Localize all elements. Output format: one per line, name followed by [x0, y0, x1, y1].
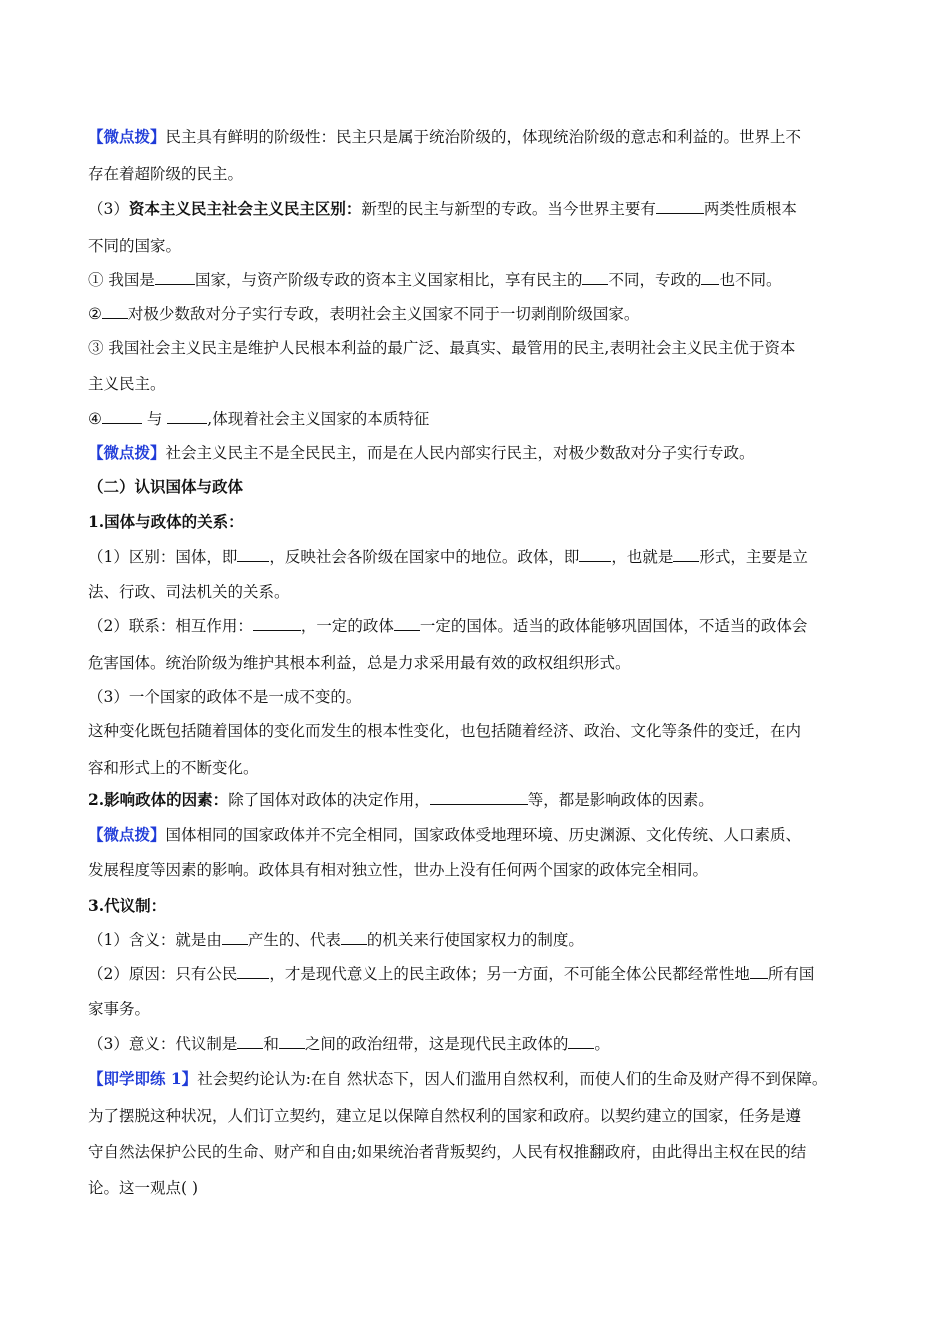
section-heading: （二）认识国体与政体 — [88, 477, 244, 496]
fill-blank — [253, 615, 301, 631]
text-line: 不同的国家。 — [88, 237, 182, 255]
fill-blank — [237, 963, 269, 979]
definition-line — [88, 929, 878, 951]
text-line: （3）一个国家的政体不是一成不变的。 — [88, 688, 362, 706]
fill-blank — [167, 408, 207, 424]
text: （1）区别：国体，即 — [88, 548, 238, 566]
subsection-heading: 1.国体与政体的关系： — [88, 512, 244, 531]
difference-line — [88, 546, 878, 568]
text: 也不同。 — [719, 271, 782, 289]
text: 。 — [594, 1035, 610, 1053]
tip-paragraph-3 — [88, 824, 878, 846]
text: 形式，主要是立 — [699, 548, 808, 566]
tip-label: 【微点拨】 — [88, 443, 166, 462]
subsection-heading: 2.影响政体的因素： — [88, 790, 229, 809]
text: 两类性质根本 — [703, 200, 797, 218]
fill-blank — [237, 546, 269, 562]
text: 与 — [146, 410, 163, 428]
text: 之间的政治纽带，这是现代民主政体的 — [304, 1035, 569, 1053]
text: （3） — [88, 200, 129, 218]
text-line: 法、行政、司法机关的关系。 — [88, 583, 290, 601]
text: ④ — [88, 410, 102, 428]
text: （2）联系：相互作用： — [88, 617, 253, 635]
text: 不同，专政的 — [608, 271, 702, 289]
reason-line — [88, 963, 878, 985]
fill-blank — [701, 269, 719, 285]
fill-blank — [341, 929, 367, 945]
text-line: 主义民主。 — [88, 375, 166, 393]
text: 等，都是影响政体的因素。 — [527, 791, 714, 809]
text: 和 — [263, 1035, 279, 1053]
text-line: 守自然法保护公民的生命、财产和自由;如果统治者背叛契约，人民有权推翻政府，由此得出主权在民的结 — [88, 1143, 807, 1161]
text: ，也就是 — [611, 548, 674, 566]
fill-blank — [237, 1033, 263, 1049]
text-line: 论。这一观点( ) — [88, 1179, 199, 1197]
text: ① 我国是 — [88, 271, 155, 289]
tip-paragraph-1 — [88, 126, 878, 148]
fill-blank — [750, 963, 768, 979]
fill-blank — [279, 1033, 305, 1049]
text-line: 容和形式上的不断变化。 — [88, 759, 259, 777]
point-1-line — [88, 269, 878, 291]
fill-blank — [673, 546, 699, 562]
text: ，才是现代意义上的民主政体；另一方面，不可能全体公民都经常性地 — [269, 965, 750, 983]
point-2-line — [88, 303, 878, 325]
section-3-line — [88, 198, 878, 220]
text: 国家，与资产阶级专政的资本主义国家相比，享有民主的 — [194, 271, 583, 289]
fill-blank — [568, 1033, 594, 1049]
text: （2）原因：只有公民 — [88, 965, 238, 983]
factors-line — [88, 789, 878, 811]
text: 对极少数敌对分子实行专政，表明社会主义国家不同于一切剥削阶级国家。 — [127, 305, 640, 323]
section-heading: 资本主义民主社会主义民主区别： — [128, 199, 362, 218]
text: （3）意义：代议制是 — [88, 1035, 238, 1053]
text: （1）含义：就是由 — [88, 931, 222, 949]
text-line: 为了摆脱这种状况，人们订立契约，建立足以保障自然权利的国家和政府。以契约建立的国家，任务是遵 — [88, 1107, 802, 1125]
fill-blank — [394, 615, 420, 631]
text: 社会契约论认为:在自 然状态下，因人们滥用自然权利，而使人们的生命及财产得不到保障。 — [197, 1070, 828, 1088]
point-4-line — [88, 408, 878, 430]
text-line: 这种变化既包括随着国体的变化而发生的根本性变化，也包括随着经济、政治、文化等条件的变迁，在内 — [88, 722, 802, 740]
tip-label: 【微点拨】 — [88, 127, 166, 146]
fill-blank — [582, 269, 608, 285]
text: 民主具有鲜明的阶级性：民主只是属于统治阶级的，体现统治阶级的意志和利益的。世界上不 — [165, 128, 802, 146]
text-line: 危害国体。统治阶级为维护其根本利益，总是力求采用最有效的政权组织形式。 — [88, 654, 631, 672]
text: ,体现着社会主义国家的本质特征 — [207, 410, 430, 428]
fill-blank — [222, 929, 248, 945]
text-line: 发展程度等因素的影响。政体具有相对独立性，世办上没有任何两个国家的政体完全相同。 — [88, 861, 709, 879]
text: 社会主义民主不是全民民主，而是在人民内部实行民主，对极少数敌对分子实行专政。 — [165, 444, 755, 462]
text: 国体相同的国家政体并不完全相同，国家政体受地理环境、历史渊源、文化传统、人口素质、 — [165, 826, 802, 844]
text-line: ③ 我国社会主义民主是维护人民根本利益的最广泛、最真实、最管用的民主,表明社会主义民主优于资本 — [88, 339, 796, 357]
text-line: 家事务。 — [88, 1000, 151, 1018]
fill-blank — [430, 789, 528, 805]
fill-blank — [155, 269, 195, 285]
fill-blank — [656, 198, 704, 214]
text-line: 存在着超阶级的民主。 — [88, 165, 244, 183]
text: ② — [88, 305, 102, 323]
text: ，反映社会各阶级在国家中的地位。政体，即 — [269, 548, 580, 566]
fill-blank — [579, 546, 611, 562]
tip-paragraph-2 — [88, 442, 878, 464]
fill-blank — [102, 303, 128, 319]
practice-question — [88, 1068, 878, 1090]
text: 新型的民主与新型的专政。当今世界主要有 — [361, 200, 656, 218]
significance-line — [88, 1033, 878, 1055]
text: 所有国 — [767, 965, 815, 983]
connection-line — [88, 615, 878, 637]
text: 除了国体对政体的决定作用， — [228, 791, 430, 809]
text: 的机关来行使国家权力的制度。 — [366, 931, 584, 949]
text: 产生的、代表 — [247, 931, 341, 949]
tip-label: 【微点拨】 — [88, 825, 166, 844]
fill-blank — [102, 408, 142, 424]
text: ，一定的政体 — [300, 617, 394, 635]
practice-label: 【即学即练 1】 — [88, 1069, 198, 1088]
subsection-heading: 3.代议制： — [88, 896, 167, 915]
text: 一定的国体。适当的政体能够巩固国体，不适当的政体会 — [419, 617, 808, 635]
